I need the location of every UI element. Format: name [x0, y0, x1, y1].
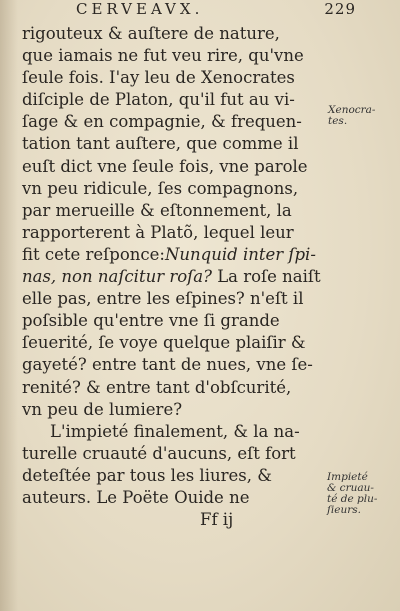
page-header: [76, 0, 356, 20]
marginal-note-line: té de plu-: [327, 493, 378, 505]
marginal-note-line: Xenocra-: [328, 104, 376, 116]
text-line: par merueille & eſtonnement, la: [22, 200, 292, 220]
text-line: renité? & entre tant d'obſcurité,: [22, 377, 292, 397]
text-line: [22, 266, 332, 288]
text-line: rapporterent à Platõ, lequel leur: [22, 222, 294, 242]
marginal-note-impiete: [327, 472, 377, 516]
text-segment: La roſe naiſt: [211, 267, 321, 287]
text-line: deteſtée par tous les liures, &: [22, 465, 272, 485]
marginal-note-line: ſieurs.: [327, 504, 361, 516]
text-line: vn peu de lumiere?: [22, 399, 183, 419]
latin-quote: nas, non naſcitur roſa?: [22, 267, 212, 287]
marginal-note-line: tes.: [328, 115, 348, 127]
text-line: tation tant auſtere, que comme il: [22, 134, 299, 154]
text-line: ſeule fois. I'ay leu de Xenocrates: [22, 68, 295, 88]
text-line: gayeté? entre tant de nues, vne ſe-: [22, 355, 313, 375]
page-number: 229: [324, 0, 356, 18]
marginal-note-line: & cruau-: [327, 482, 374, 494]
latin-quote: Nunquid inter ſpi-: [164, 244, 316, 264]
text-line: ſeuerité, ſe voye quelque plaiſir &: [22, 333, 306, 353]
text-line: ſage & en compagnie, & frequen-: [22, 112, 302, 132]
text-line: diſciple de Platon, qu'il fut au vi-: [22, 90, 295, 110]
body-text: [22, 23, 332, 531]
text-line: auteurs. Le Poëte Ouide ne: [22, 487, 250, 507]
signature-mark: Ff ij: [200, 510, 234, 530]
running-title: CERVEAVX.: [76, 0, 204, 18]
gutter-shadow: [0, 0, 18, 611]
text-line: turelle cruauté d'aucuns, eſt fort: [22, 443, 296, 463]
text-line: poſsible qu'entre vne ſi grande: [22, 311, 280, 331]
marginal-note-line: Impieté: [327, 471, 368, 483]
text-line: euſt dict vne ſeule fois, vne parole: [22, 156, 308, 176]
text-segment: fit cete reſponce:: [22, 244, 165, 264]
text-line: elle pas, entre les eſpines? n'eſt il: [22, 289, 304, 309]
text-line: L'impieté finalement, & la na-: [50, 421, 300, 441]
text-line: [22, 244, 332, 266]
text-line: vn peu ridicule, ſes compagnons,: [22, 178, 299, 198]
marginal-note-xenocrates: [328, 105, 375, 127]
text-line: rigouteux & auſtere de nature,: [22, 24, 280, 43]
text-line: que iamais ne fut veu rire, qu'vne: [22, 46, 304, 66]
